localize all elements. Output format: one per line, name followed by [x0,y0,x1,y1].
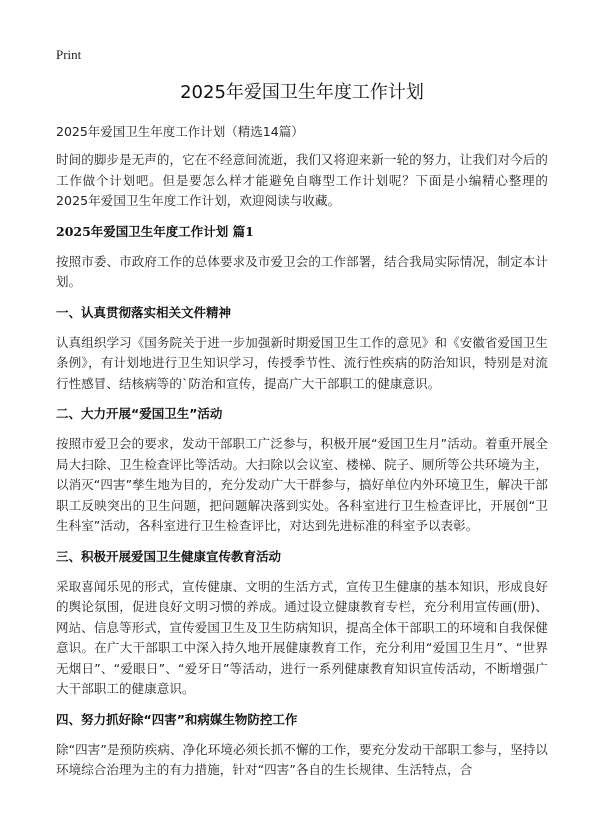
article-heading: 2025年爱国卫生年度工作计划 篇1 [56,223,254,239]
section-body-1: 认真组织学习《国务院关于进一步加强新时期爱国卫生工作的意见》和《安徽省爱国卫生条例》，有计划地进行卫生知识学习，传授季节性、流行性疾病的防治知识，特别是对流行性感冒、结核病等的`防治和宣传，提高广大干部职工的健康意识。 [56,334,548,391]
section-heading-3: 三、积极开展爱国卫生健康宣传教育活动 [56,548,282,564]
section-body-3: 采取喜闻乐见的形式，宣传健康、文明的生活方式，宣传卫生健康的基本知识，形成良好的舆论氛围，促进良好文明习惯的养成。通过设立健康教育专栏，充分利用宣传画(册)、网站、信息等形式，宣传爱国卫生及卫生防病知识，提高全体干部职工的环境和自我保健意识。在广大干部职工中深入持久地开展健康教育工作，充分利用“爱国卫生月”、“世界无烟日”、“爱眼日”、“爱牙日”等活动，进行一系列健康教育知识宣传活动，不断增强广大干部职工的健康意识。 [56,578,548,696]
article-intro-paragraph: 按照市委、市政府工作的总体要求及市爱卫会的工作部署，结合我局实际情况，制定本计划。 [56,253,548,289]
section-heading-2: 二、大力开展“爱国卫生”活动 [56,406,223,421]
section-body-4: 除“四害”是预防疾病、净化环境必须长抓不懈的工作，要充分发动干部职工参与，坚持以环境综合治理为主的有力措施，针对“四害”各自的生长规律、生活特点，合 [56,741,548,777]
section-heading-4: 四、努力抓好除“四害”和病媒生物防控工作 [56,711,298,727]
section-body-2: 按照市爱卫会的要求，发动干部职工广泛参与，积极开展“爱国卫生月”活动。着重开展全局大扫除、卫生检查评比等活动。大扫除以会议室、楼梯、院子、厕所等公共环境为主，以消灭“四害”孳生地为目的，充分发动广大干群参与，搞好单位内外环境卫生，解决干部职工反映突出的卫生问题，把问题解决落到实处。各科室进行卫生检查评比，开展创“卫生科室”活动，各科室进行卫生检查评比，对达到先进标准的科室予以表彰。 [56,436,548,533]
print-link[interactable]: Print [56,47,82,62]
document-content [56,80,548,791]
document-subtitle: 2025年爱国卫生年度工作计划（精选14篇） [56,124,304,139]
intro-paragraph: 时间的脚步是无声的，它在不经意间流逝，我们又将迎来新一轮的努力，让我们对今后的工作做个计划吧。但是要怎么样才能避免自嗨型工作计划呢？下面是小编精心整理的2025年爱国卫生年度工作计划，欢迎阅读与收藏。 [56,152,548,208]
section-heading-1: 一、认真贯彻落实相关文件精神 [56,304,232,320]
page-title: 2025年爱国卫生年度工作计划 [180,82,424,103]
